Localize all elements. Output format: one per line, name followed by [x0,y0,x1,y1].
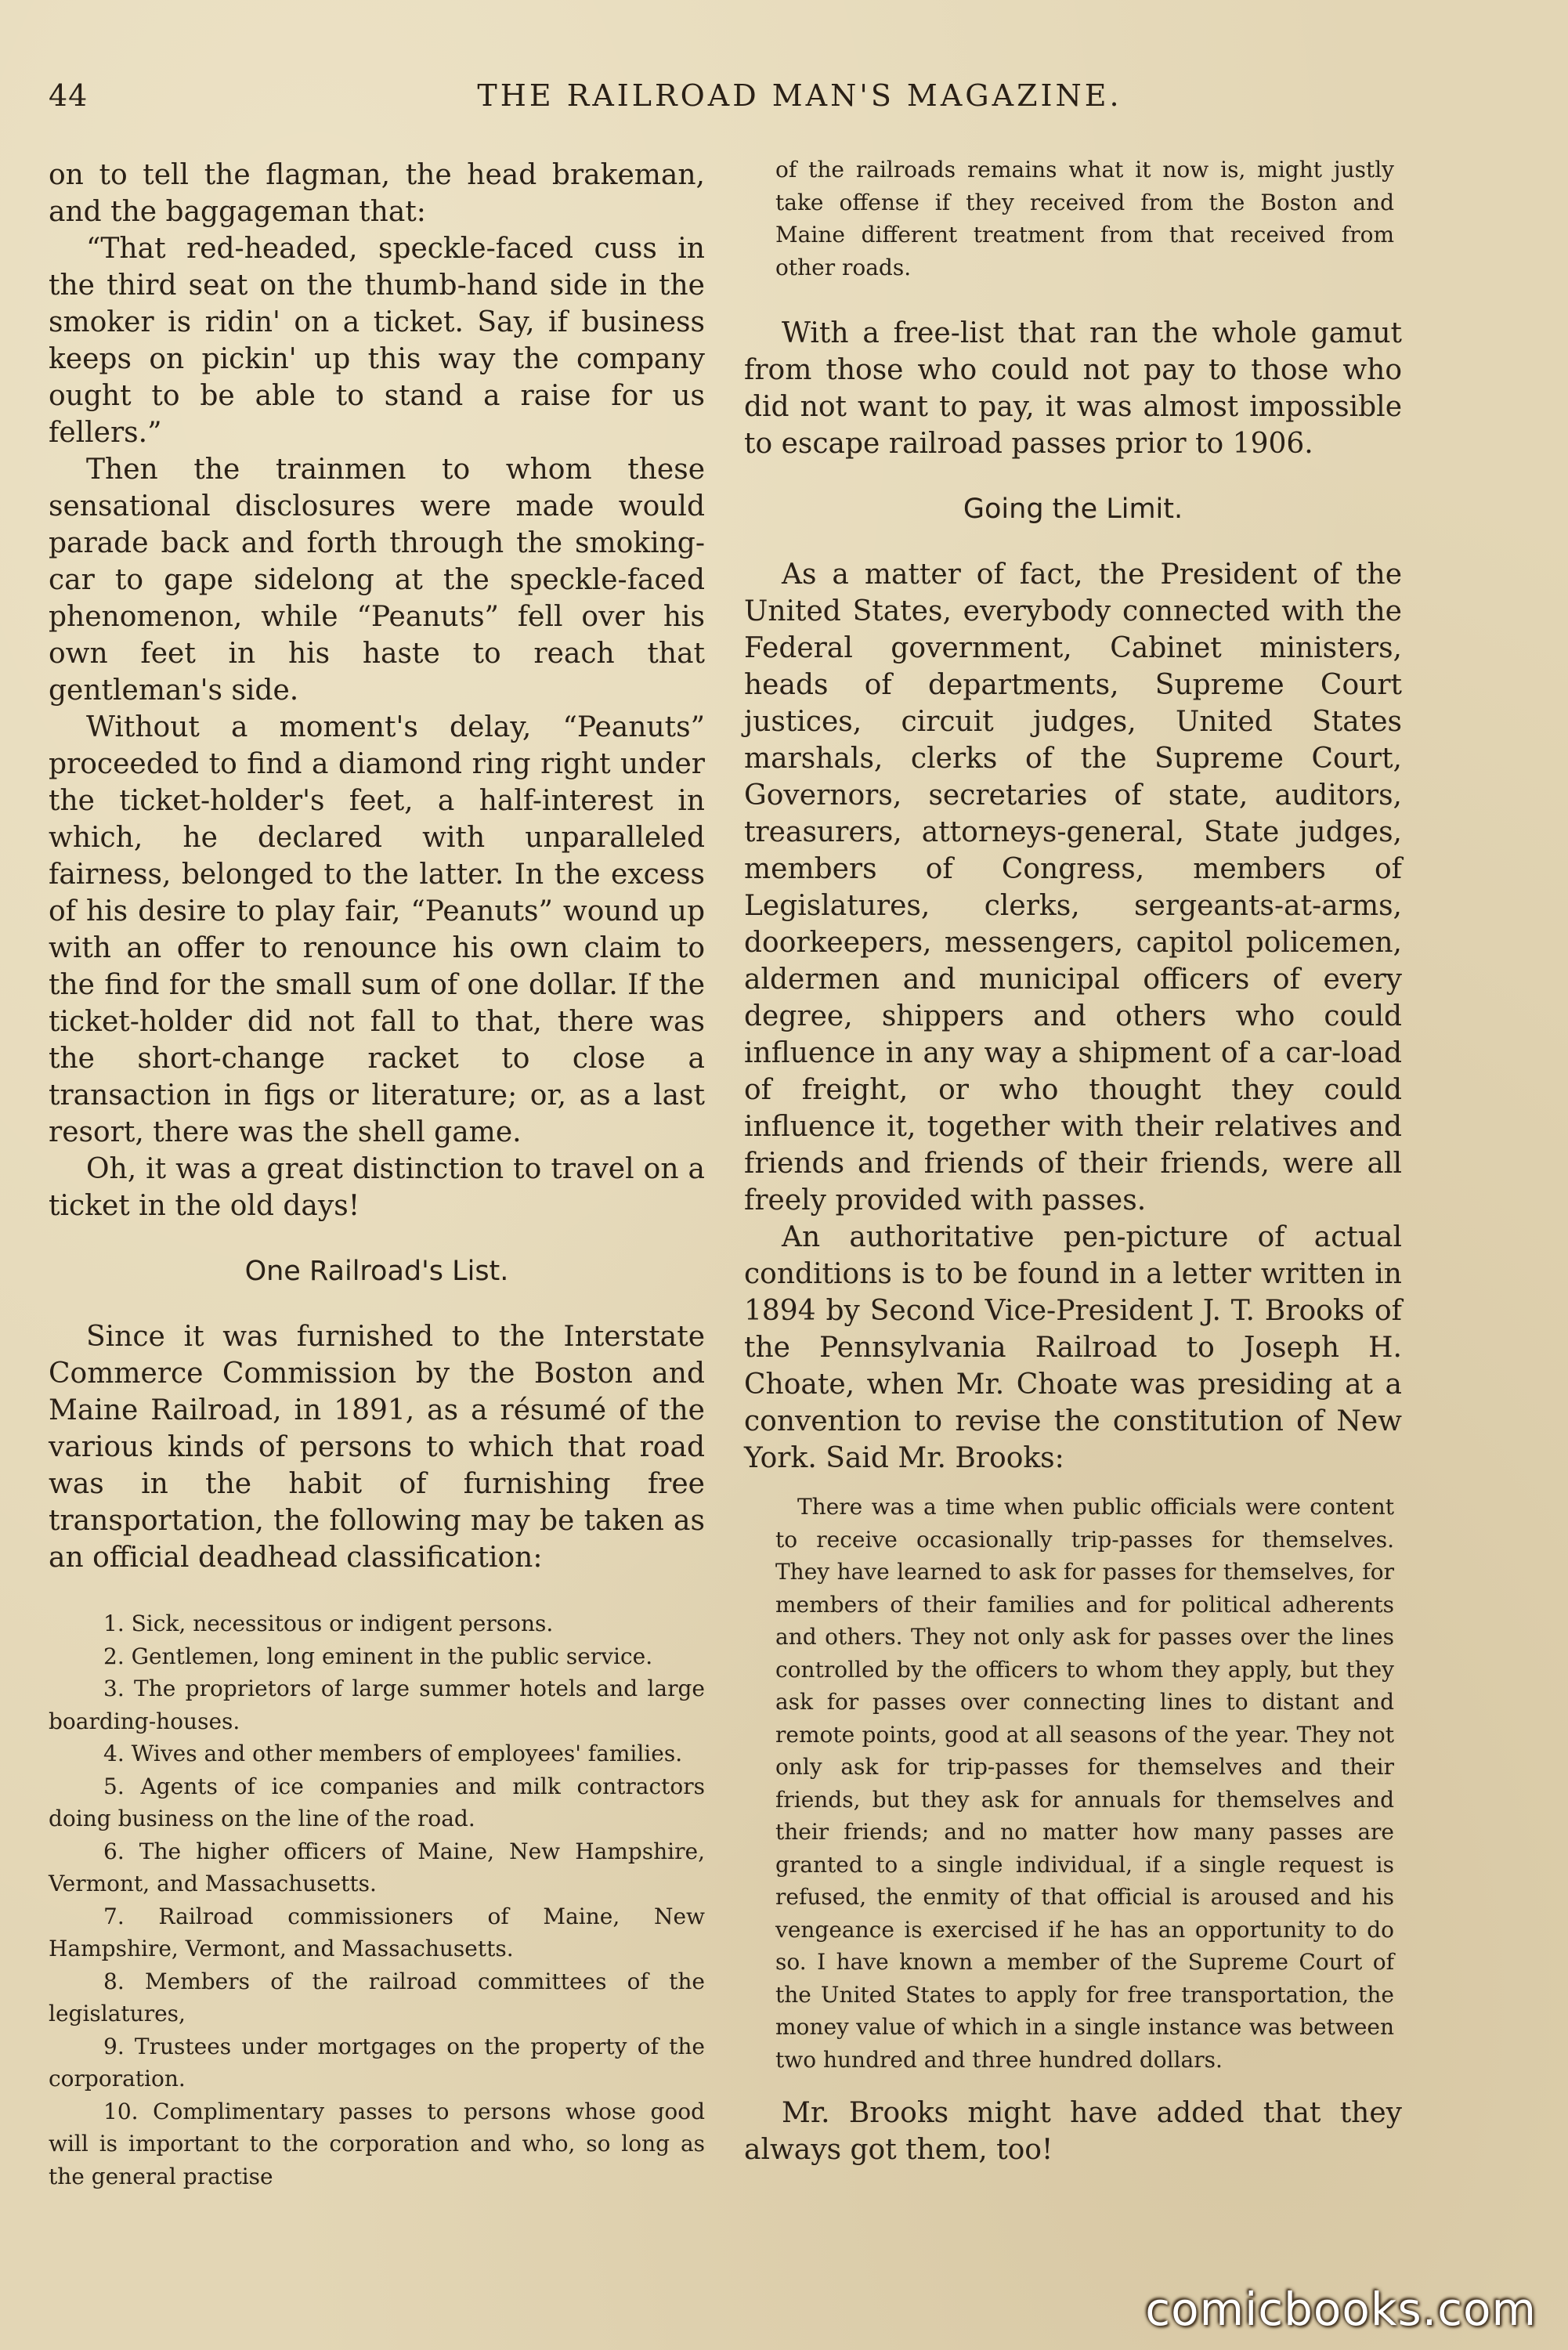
section-heading: One Railroad's List. [244,1256,509,1287]
list-item: 9. Trustees under mortgages on the property of the corporation. [49,2033,705,2092]
block-quote: There was a time when public officials were content to receive occasionally trip-passes for themselves. They have learned to ask for passes for themselves, for members of their families and for political adherents and others. They not only ask for passes over the lines controlled by the officers to whom they apply, but they ask for passes over connecting lines to distant and remote points, good at all seasons of the year. They not only ask for trip-passes for themselves and their friends, but they ask for annuals for themselves and their friends; and no matter how many passes are granted to a single individual, if a single request is refused, the enmity of that official is aroused and his vengeance is exercised if he has an opportunity to do so. I have known a member of the Supreme Court of the United States to apply for free transportation, the money value of which in a single instance was between two hundred and three hundred dollars. [775,1494,1394,2073]
list-item: 2. Gentlemen, long eminent in the public service. [103,1643,653,1669]
body-paragraph: “That red-headed, speckle-faced cuss in the third seat on the thumb-hand side in the smoker is ridin' on a ticket. Say, if business keeps on pickin' up this way the company ought to be able to stand a raise for us fellers.” [49,233,705,449]
body-paragraph: As a matter of fact, the President of the United States, everybody connected with the Federal government, Cabinet ministers, heads of departments, Supreme Court justices, circuit judges, United States marshals, clerks of the Supreme Court, Governors, secretaries of state, auditors, treasurers, attorneys-general, State judges, members of Congress, members of Legislatures, clerks, sergeants-at-arms, doorkeepers, messengers, capitol policemen, aldermen and municipal officers of every degree, shippers and others who could influence in any way a shipment of a car-load of freight, or who thought they could influence it, together with their relatives and friends and friends of their friends, were all freely provided with passes. [744,559,1402,1217]
body-paragraph: on to tell the flagman, the head brakeman, and the baggageman that: [49,159,705,228]
left-column [49,157,705,2193]
watermark-logo: comicbooks.com [1145,2283,1537,2336]
list-item: 7. Railroad commissioners of Maine, New Hampshire, Vermont, and Massachusetts. [49,1903,705,1961]
body-paragraph: Then the trainmen to whom these sensational disclosures were made would parade back and forth through the smoking-car to gape sidelong at the speckle-faced phenomenon, while “Peanuts” fell over his own feet in his haste to reach that gentleman's side. [49,454,705,707]
section-heading: Going the Limit. [963,494,1183,525]
page-number: 44 [49,78,89,113]
right-column [744,154,1402,2168]
body-paragraph: An authoritative pen-picture of actual conditions is to be found in a letter written in 1894 by Second Vice-President J. T. Brooks of the Pennsylvania Railroad to Joseph H. Choate, when Mr. Choate was presiding at a convention to revise the constitution of New York. Said Mr. Brooks: [744,1221,1402,1474]
list-item: 1. Sick, necessitous or indigent persons. [103,1611,554,1636]
list-item: 8. Members of the railroad committees of the legislatures, [49,1968,705,2026]
body-paragraph: Mr. Brooks might have added that they always got them, too! [744,2097,1402,2166]
running-title: THE RAILROAD MAN'S MAGAZINE. [477,78,1122,113]
list-item: 3. The proprietors of large summer hotels and large boarding-houses. [49,1676,705,1734]
body-paragraph: Without a moment's delay, “Peanuts” proceeded to find a diamond ring right under the ticket-holder's feet, a half-interest in which, he declared with unparalleled fairness, belonged to the latter. In the excess of his desire to play fair, “Peanuts” wound up with an offer to renounce his own claim to the find for the small sum of one dollar. If the ticket-holder did not fall to that, there was the short-change racket to close a transaction in figs or literature; or, as a last resort, there was the shell game. [49,711,705,1148]
body-paragraph: Oh, it was a great distinction to travel on a ticket in the old days! [49,1153,705,1222]
list-continuation: of the railroads remains what it now is, might justly take offense if they received from the Boston and Maine different treatment from that received from other roads. [775,157,1394,280]
body-paragraph: Since it was furnished to the Interstate Commerce Commission by the Boston and Maine Railroad, in 1891, as a résumé of the various kinds of persons to which that road was in the habit of furnishing free transportation, the following may be taken as an official deadhead classification: [49,1321,705,1574]
classification-list [49,1607,705,2193]
list-item: 5. Agents of ice companies and milk contractors doing business on the line of the road. [49,1773,705,1831]
list-item: 10. Complimentary passes to persons whose good will is important to the corporation and who, so long as the general practise [49,2098,705,2189]
list-item: 6. The higher officers of Maine, New Hampshire, Vermont, and Massachusetts. [49,1838,705,1896]
list-item: 4. Wives and other members of employees' families. [103,1741,683,1766]
body-paragraph: With a free-list that ran the whole gamut from those who could not pay to those who did not want to pay, it was almost impossible to escape railroad passes prior to 1906. [744,317,1402,460]
